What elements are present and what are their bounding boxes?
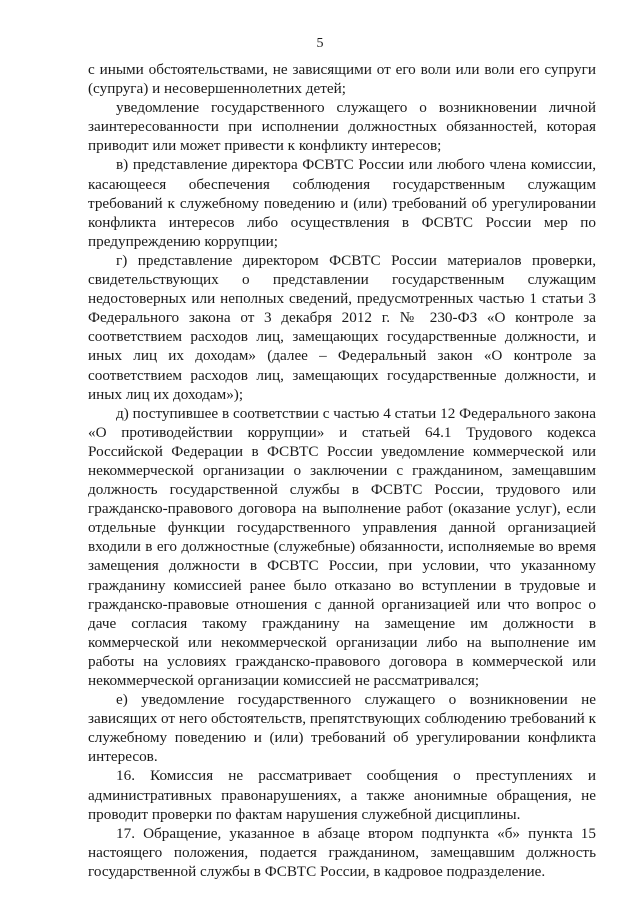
paragraph-item-d: д) поступившее в соответствии с частью 4 статьи 12 Федерального закона «О противодействии коррупции» и статьей 64.1 Трудового кодекса Российской Федерации в ФСВТС России уведомление коммерческой или некоммерческой организации о заключении с гражданином, замещавшим должность государственной службы в ФСВТС России, трудового или гражданско-правового договора на выполнение работ (оказание услуг), если отдельные функции государственного управления данной организацией входили в его должностные (служебные) обязанности, исполняемые во время замещения должности в ФСВТС России, при условии, что указанному гражданину комиссией ранее было отказано во вступлении в трудовые и гражданско-правовые отношения с данной организацией или что вопрос о даче согласия такому гражданину на замещение им должности в коммерческой или некоммерческой организации либо на выполнение им работы на условиях гражданско-правового договора в коммерческой или некоммерческой организации комиссией не рассматривался; bbox=[88, 404, 596, 689]
paragraph-clause-16: 16. Комиссия не рассматривает сообщения о преступлениях и административных правонарушениях, а также анонимные обращения, не проводит проверки по фактам нарушения служебной дисциплины. bbox=[88, 767, 596, 823]
document-body bbox=[88, 60, 596, 881]
paragraph-notification-personal-interest: уведомление государственного служащего о возникновении личной заинтересованности при исполнении должностных обязанностей, которая приводит или может привести к конфликту интересов; bbox=[88, 99, 596, 155]
paragraph-item-g: г) представление директором ФСВТС России материалов проверки, свидетельствующих о представлении государственным служащим недостоверных или неполных сведений, предусмотренных частью 1 статьи 3 Федерального закона от 3 декабря 2012 г. № 230-ФЗ «О контроле за соответствием расходов лиц, замещающих государственные должности, и иных лиц их доходам» (далее – Федеральный закон «О контроле за соответствием расходов лиц, замещающих государственные должности, и иных лиц их доходам»); bbox=[88, 251, 596, 403]
paragraph-clause-17: 17. Обращение, указанное в абзаце втором подпункта «б» пункта 15 настоящего положения, подается гражданином, замещавшим должность государственной службы в ФСВТС России, в кадровое подразделение. bbox=[88, 824, 596, 880]
paragraph-continuation: с иными обстоятельствами, не зависящими от его воли или воли его супруги (супруга) и несовершеннолетних детей; bbox=[88, 61, 596, 98]
paragraph-item-e: е) уведомление государственного служащего о возникновении не зависящих от него обстоятельств, препятствующих соблюдению требований к служебному поведению и (или) требований об урегулировании конфликта интересов. bbox=[88, 691, 596, 766]
paragraph-item-v: в) представление директора ФСВТС России или любого члена комиссии, касающееся обеспечения соблюдения государственным служащим требований к служебному поведению и (или) требований об урегулировании конфликта интересов либо осуществления в ФСВТС России мер по предупреждению коррупции; bbox=[88, 156, 596, 250]
page-number: 5 bbox=[316, 36, 324, 51]
